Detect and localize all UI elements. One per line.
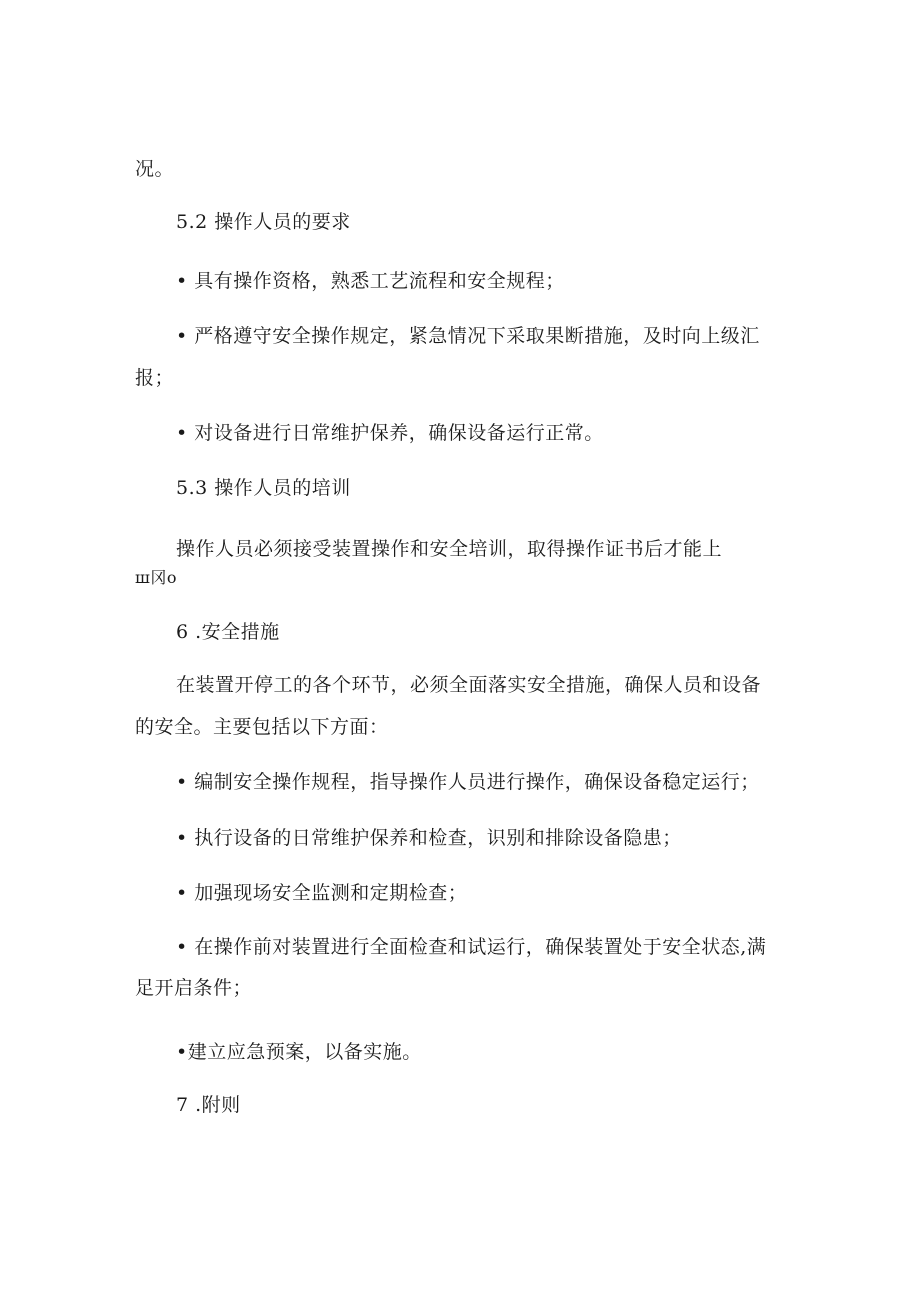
section-6-bullet-4-continued: 足开启条件；	[135, 977, 253, 999]
section-6-paragraph-continued: 的安全。主要包括以下方面：	[135, 716, 389, 738]
section-5-2-bullet-2: • 严格遵守安全操作规定，紧急情况下采取果断措施，及时向上级汇	[176, 325, 760, 347]
section-6-bullet-4: • 在操作前对装置进行全面检查和试运行，确保装置处于安全状态,满	[176, 936, 767, 958]
section-6-bullet-3: • 加强现场安全监测和定期检查；	[176, 882, 468, 904]
section-6-bullet-2: • 执行设备的日常维护保养和检查，识别和排除设备隐患；	[176, 827, 682, 849]
section-6-heading: 6 .安全措施	[176, 621, 280, 643]
section-5-3-paragraph: 操作人员必须接受装置操作和安全培训，取得操作证书后才能上	[176, 538, 723, 560]
section-7-heading: 7 .附则	[176, 1094, 241, 1116]
continuation-text: 况。	[135, 158, 175, 180]
section-5-3-heading: 5.3 操作人员的培训	[176, 477, 351, 499]
section-5-2-bullet-3: • 对设备进行日常维护保养，确保设备运行正常。	[176, 422, 604, 444]
section-5-2-bullet-2-continued: 报；	[135, 367, 175, 389]
section-5-2-bullet-1: • 具有操作资格，熟悉工艺流程和安全规程；	[176, 270, 565, 292]
section-5-2-heading: 5.2 操作人员的要求	[176, 211, 351, 233]
section-6-bullet-1: • 编制安全操作规程，指导操作人员进行操作，确保设备稳定运行；	[176, 771, 760, 793]
section-5-3-paragraph-continued: ш冈о	[135, 568, 178, 587]
section-6-paragraph: 在装置开停工的各个环节，必须全面落实安全措施，确保人员和设备	[176, 674, 762, 696]
section-6-bullet-5: •建立应急预案，以备实施。	[176, 1041, 422, 1063]
